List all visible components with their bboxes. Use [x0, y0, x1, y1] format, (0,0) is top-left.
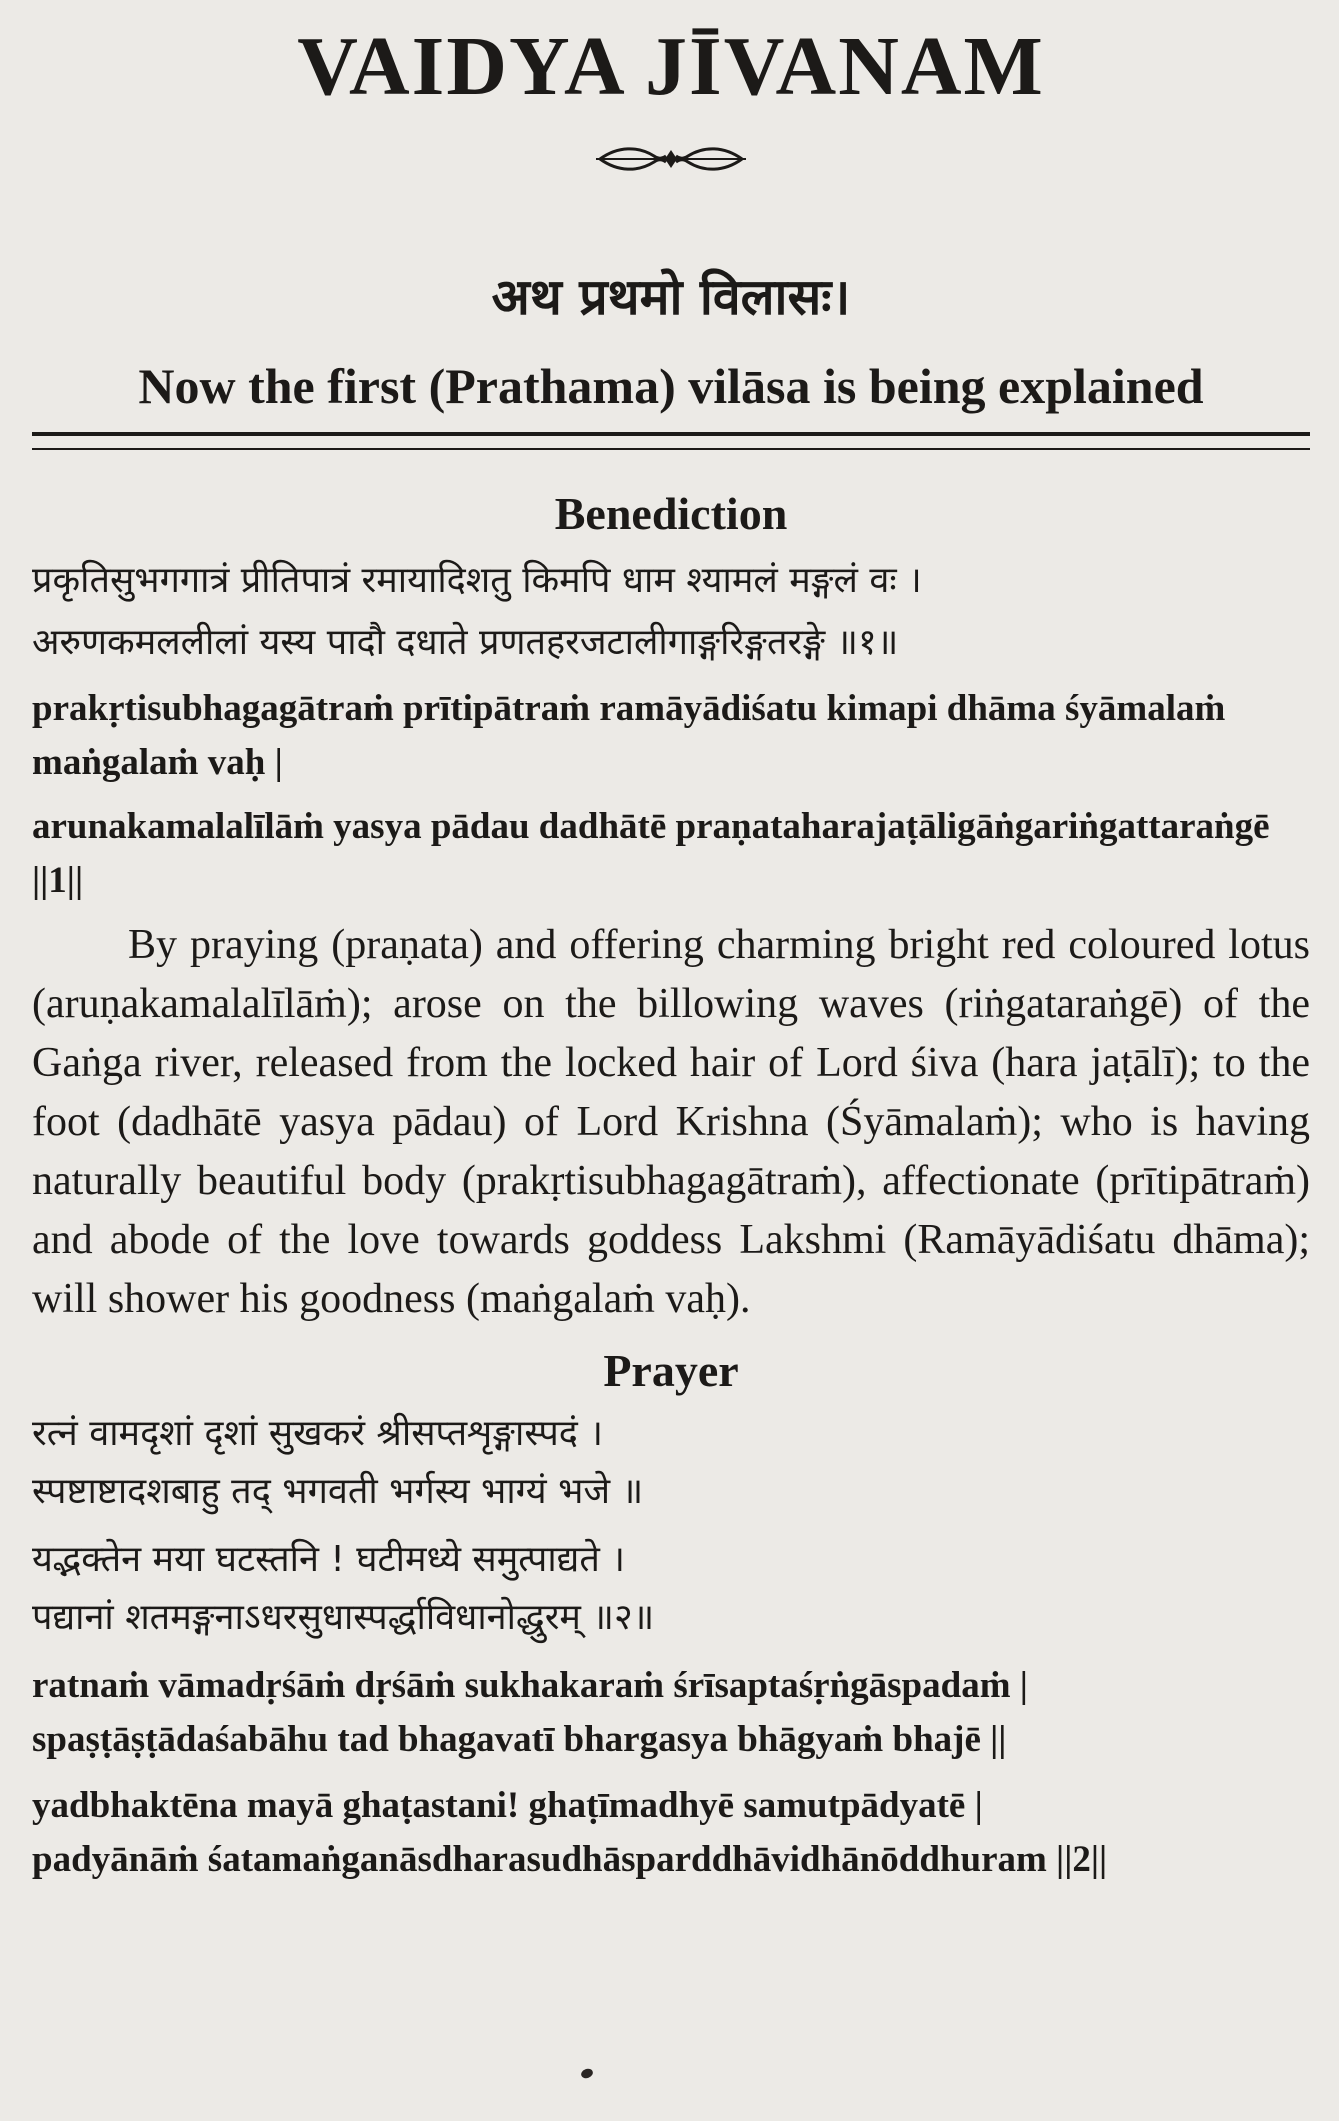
- verse-line: यद्भक्तेन मया घटस्तनि ! घटीमध्ये समुत्पाद्यते ।: [32, 1539, 625, 1580]
- heading-double-rule: [32, 432, 1310, 450]
- verse-line: प्रकृतिसुभगगात्रं प्रीतिपात्रं रमायादिशतु किमपि धाम श्यामलं मङ्गलं वः ।: [32, 560, 922, 601]
- verse-line: अरुणकमललीलां यस्य पादौ दधाते प्रणतहरजटालीगाङ्गरिङ्गतरङ्गे ॥१॥: [32, 622, 899, 663]
- benediction-explanation-paragraph: By praying (praṇata) and offering charming bright red coloured lotus (aruṇakamalalīlāṁ); arose on the billowing waves (riṅgataraṅgē) of the Gaṅga river, released from the locked hair of Lord śiva (hara jaṭālī); to the foot (dadhātē yasya pādau) of Lord Krishna (Śyāmalaṁ); who is having naturally beautiful body (prakṛtisubhagagātraṁ), affectionate (prītipātraṁ) and abode of the love towards goddess Lakshmi (Ramāyādiśatu dhāma); will shower his goodness (maṅgalaṁ vaḥ).: [32, 922, 1310, 1322]
- book-title: VAIDYA JĪVANAM: [297, 20, 1045, 113]
- transliteration-line: padyānāṁ śatamaṅganāsdharasudhāsparddhāvidhānōddhuram ||2||: [32, 1839, 1108, 1880]
- transliteration-line: prakṛtisubhagagātraṁ prītipātraṁ ramāyādiśatu kimapi dhāma śyāmalaṁ maṅgalaṁ vaḥ |: [32, 688, 1226, 783]
- transliteration-line: yadbhaktēna mayā ghaṭastani! ghaṭīmadhyē samutpādyatē |: [32, 1785, 983, 1826]
- book-page: [32, 0, 1310, 2121]
- ornament-divider-icon: [32, 142, 1310, 182]
- verse-line: रत्नं वामदृशां दृशां सुखकरं श्रीसप्तशृङ्गास्पदं ।: [32, 1413, 603, 1454]
- english-chapter-heading: Now the first (Prathama) vilāsa is being explained: [138, 358, 1204, 414]
- verse-line: स्पष्टाष्टादशबाहु तद् भगवती भर्गस्य भाग्यं भजे ॥: [32, 1471, 644, 1512]
- benediction-title: Benediction: [554, 488, 788, 539]
- sanskrit-chapter-heading: अथ प्रथमो विलासः।: [491, 268, 851, 326]
- transliteration-line: ratnaṁ vāmadṛśāṁ dṛśāṁ sukhakaraṁ śrīsaptaśṛṅgāspadaṁ |: [32, 1665, 1028, 1706]
- prayer-verse-transliteration-2: [32, 1779, 1310, 1887]
- verse-line: पद्यानां शतमङ्गनाऽधरसुधास्पर्द्धाविधानोद्धुरम् ॥२॥: [32, 1597, 655, 1638]
- prayer-verse-devanagari-2: [32, 1531, 1310, 1647]
- benediction-verse-devanagari: [32, 552, 1310, 672]
- prayer-verse-devanagari-1: [32, 1405, 1310, 1521]
- prayer-title: Prayer: [603, 1345, 739, 1396]
- transliteration-line: spaṣṭāṣṭādaśabāhu tad bhagavatī bhargasya bhāgyaṁ bhajē ||: [32, 1719, 1007, 1760]
- prayer-verse-transliteration-1: [32, 1659, 1310, 1767]
- benediction-verse-transliteration: [32, 682, 1310, 908]
- transliteration-line: arunakamalalīlāṁ yasya pādau dadhātē praṇataharajaṭāligāṅgariṅgattaraṅgē ||1||: [32, 806, 1270, 901]
